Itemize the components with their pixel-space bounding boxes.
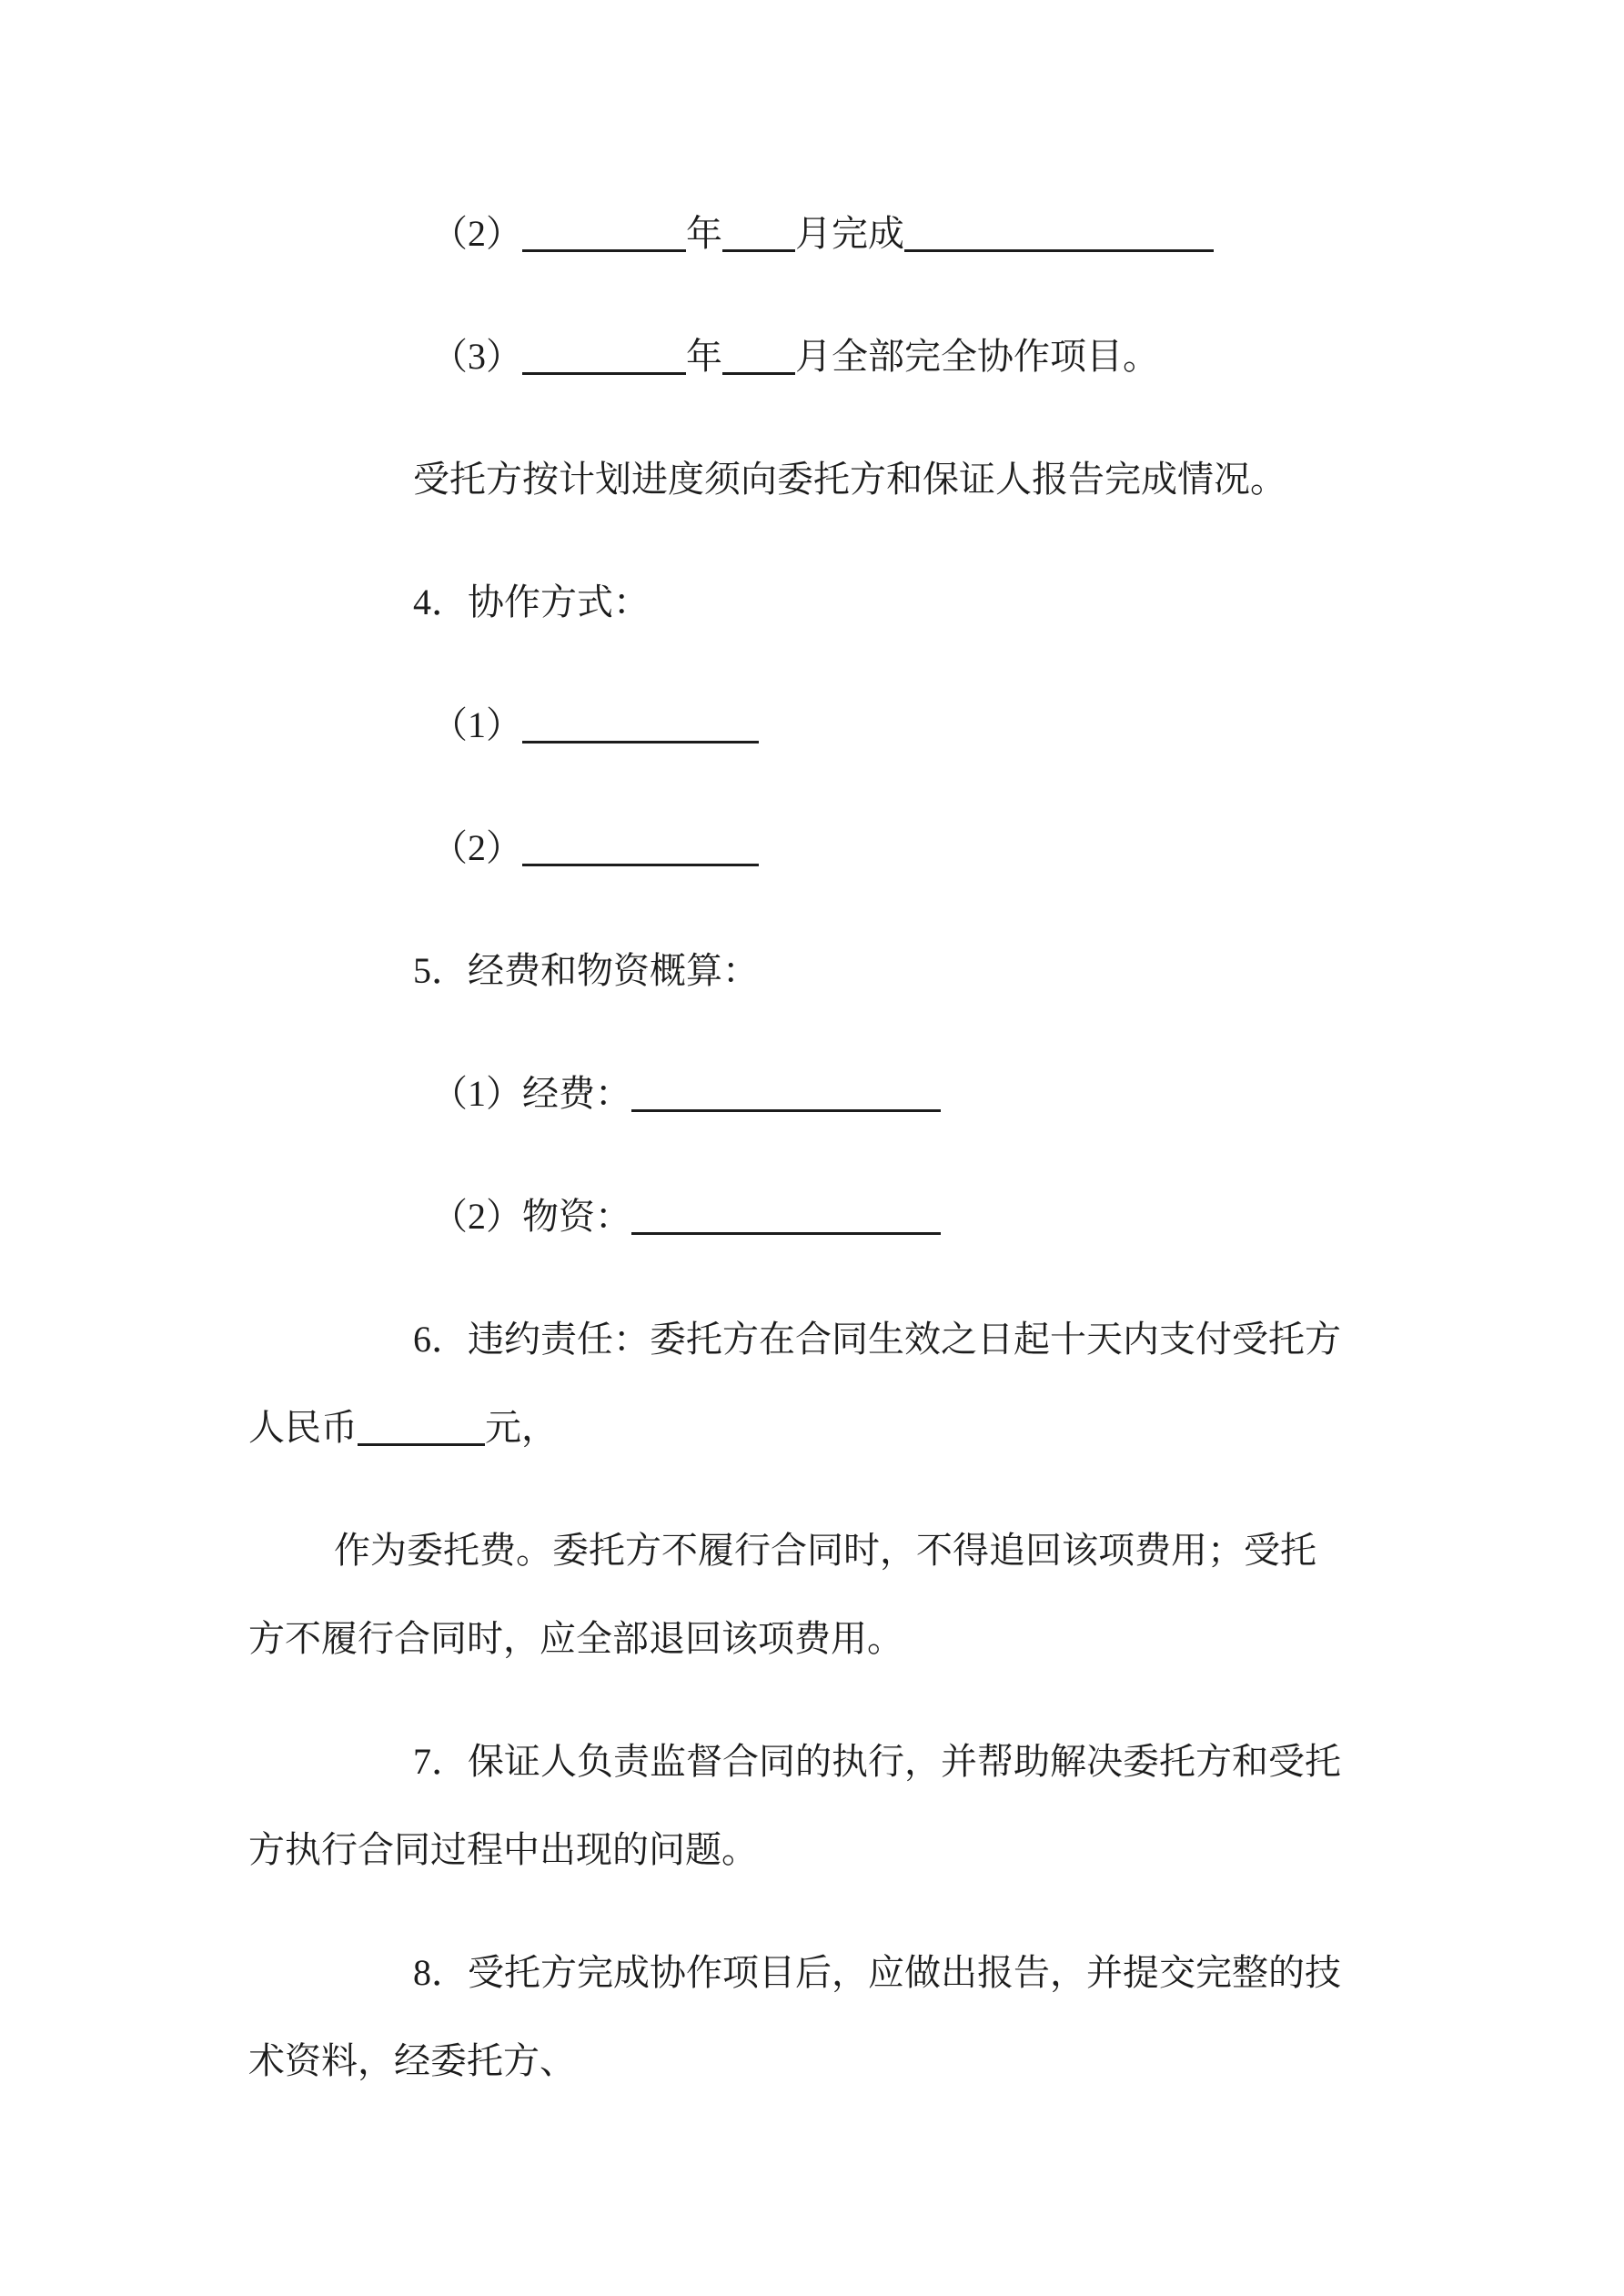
paragraph-line xyxy=(248,2017,1442,2105)
paragraph-line xyxy=(248,1295,1442,1383)
fill-in-blank xyxy=(358,1407,485,1446)
text-run: （3） xyxy=(431,336,522,377)
paragraph-line xyxy=(248,1928,1442,2017)
paragraph-line xyxy=(248,558,1442,646)
paragraph-line xyxy=(248,804,1442,892)
text-run: 方不履行合同时，应全部退回该项费用。 xyxy=(248,1618,903,1659)
text-run: 术资料，经委托方、 xyxy=(248,2040,576,2081)
text-run: 8．受托方完成协作项目后，应做出报告，并提交完整的技 xyxy=(413,1952,1341,1993)
paragraph-line xyxy=(248,1506,1442,1594)
fill-in-blank xyxy=(904,213,1214,252)
text-run: 月完成 xyxy=(795,213,904,254)
fill-in-blank xyxy=(522,336,686,375)
text-run: 4．协作方式： xyxy=(413,582,650,622)
fill-in-blank xyxy=(522,827,759,866)
text-run: 月全部完全协作项目。 xyxy=(795,336,1159,377)
text-run: 受托方按计划进度须向委托方和保证人报告完成情况。 xyxy=(413,459,1286,500)
paragraph-line xyxy=(248,1594,1442,1683)
paragraph-line xyxy=(248,312,1442,400)
text-run: （2） xyxy=(431,827,522,868)
text-run: （2）物资： xyxy=(431,1196,631,1237)
text-run: 作为委托费。委托方不履行合同时，不得追回该项费用；受托 xyxy=(334,1530,1316,1571)
paragraph-line xyxy=(248,1805,1442,1894)
paragraph-line xyxy=(248,681,1442,769)
paragraph-line xyxy=(248,1383,1442,1472)
fill-in-blank xyxy=(631,1073,941,1112)
paragraph-line xyxy=(248,1049,1442,1138)
text-run: 年 xyxy=(686,213,722,254)
text-run: 7．保证人负责监督合同的执行，并帮助解决委托方和受托 xyxy=(413,1741,1341,1782)
paragraph-line xyxy=(248,435,1442,523)
text-run: 人民币 xyxy=(248,1407,358,1448)
paragraph-line xyxy=(248,1717,1442,1805)
fill-in-blank xyxy=(722,213,795,252)
fill-in-blank xyxy=(631,1196,941,1235)
fill-in-blank xyxy=(722,336,795,375)
text-run: 5．经费和物资概算： xyxy=(413,950,759,991)
text-run: （2） xyxy=(431,213,522,254)
text-run: 年 xyxy=(686,336,722,377)
text-run: 6．违约责任：委托方在合同生效之日起十天内支付受托方 xyxy=(413,1319,1341,1360)
text-run: 元， xyxy=(485,1407,558,1448)
paragraph-line xyxy=(248,189,1442,278)
text-run: 方执行合同过程中出现的问题。 xyxy=(248,1829,758,1870)
fill-in-blank xyxy=(522,213,686,252)
fill-in-blank xyxy=(522,704,759,743)
paragraph-line xyxy=(248,926,1442,1015)
paragraph-line xyxy=(248,1172,1442,1260)
text-run: （1） xyxy=(431,704,522,745)
text-run: （1）经费： xyxy=(431,1073,631,1114)
